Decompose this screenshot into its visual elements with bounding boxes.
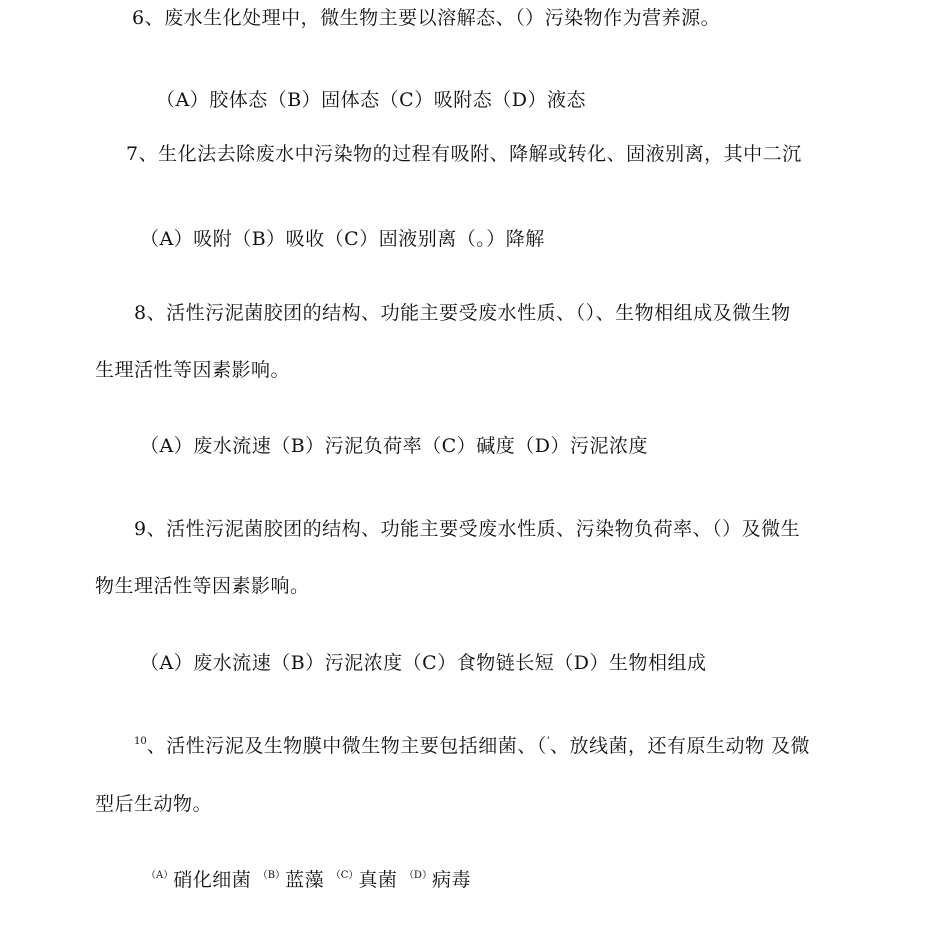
question-10-stem-mark: ’ — [546, 736, 550, 747]
question-10-stem-line-2: 型后生动物。 — [95, 793, 213, 815]
option-b-text: 蓝藻 — [285, 869, 325, 891]
question-10-number: 10 — [134, 736, 147, 747]
question-10-stem-part-2: 、放线菌，还有原生动物 及微 — [549, 735, 810, 757]
question-10-stem-line-1 — [134, 734, 810, 762]
question-6-stem: 6、废水生化处理中，微生物主要以溶解态、（）污染物作为营养源。 — [132, 7, 721, 29]
question-8-options: （A）废水流速（B）污泥负荷率（C）碱度（D）污泥浓度 — [140, 435, 648, 457]
question-7-stem: 7、生化法去除废水中污染物的过程有吸附、降解或转化、固液别离，其中二沉 — [126, 143, 802, 165]
question-8-stem-line-2: 生理活性等因素影响。 — [95, 359, 291, 381]
question-9-stem-line-2: 物生理活性等因素影响。 — [95, 575, 310, 597]
option-c-mark: （C） — [330, 870, 359, 881]
question-10-options — [146, 868, 471, 896]
option-d-text: 病毒 — [431, 869, 471, 891]
question-10-stem-part-1: 、活性污泥及生物膜中微生物主要包括细菌、（ — [146, 735, 547, 757]
question-9-stem-line-1: 9、活性污泥菌胶团的结构、功能主要受废水性质、污染物负荷率、（）及微生 — [134, 518, 801, 540]
option-c-text: 真菌 — [358, 869, 398, 891]
option-a-mark: （A） — [146, 870, 174, 881]
option-b-mark: （B） — [257, 870, 286, 881]
question-9-options: （A）废水流速（B）污泥浓度（C）食物链长短（D）生物相组成 — [140, 652, 707, 674]
question-7-options: （A）吸附（B）吸收（C）固液别离（。）降解 — [140, 228, 545, 250]
option-d-mark: （D） — [403, 870, 432, 881]
question-6-options: （A）胶体态（B）固体态（C）吸附态（D）液态 — [156, 89, 586, 111]
question-8-stem-line-1: 8、活性污泥菌胶团的结构、功能主要受废水性质、（）、生物相组成及微生物 — [134, 302, 791, 324]
option-a-text: 硝化细菌 — [173, 869, 252, 891]
